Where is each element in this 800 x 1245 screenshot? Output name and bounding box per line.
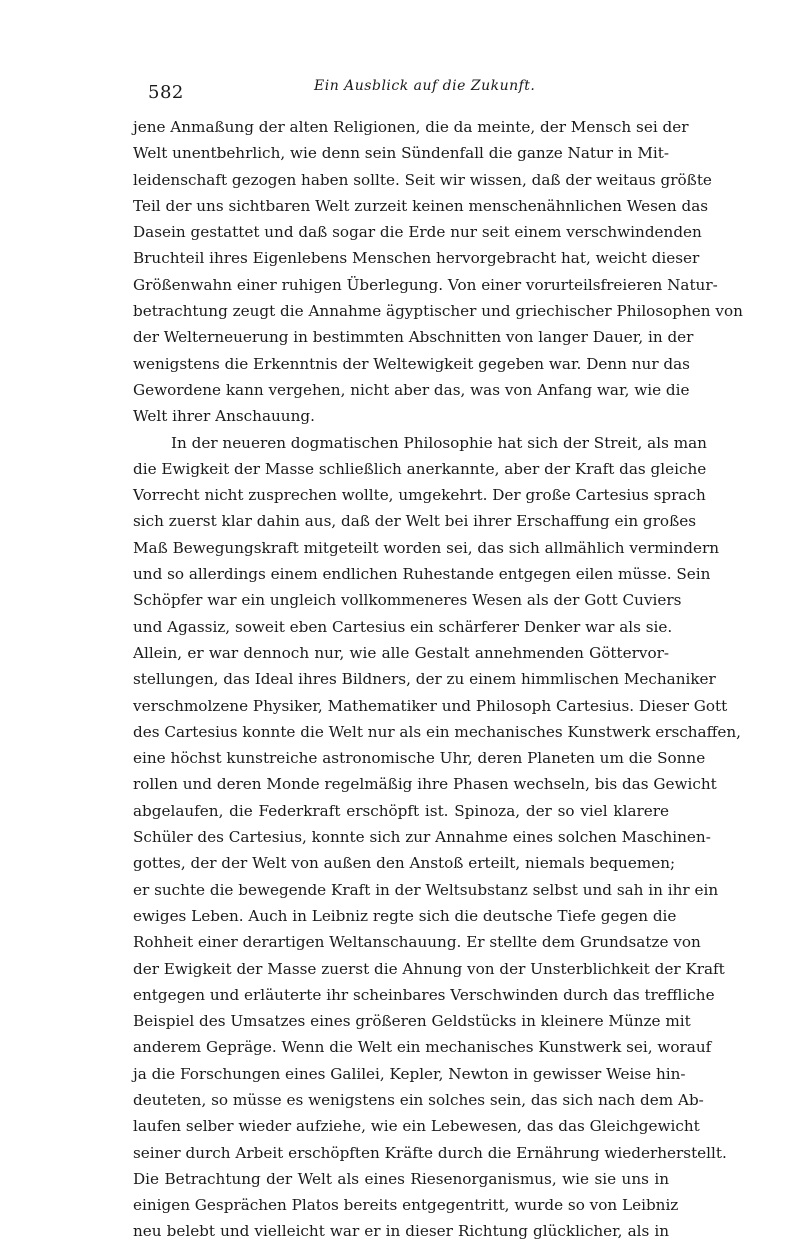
text-line: ewiges Leben. Auch in Leibniz regte sich die deutsche Tiefe gegen die: [133, 906, 677, 925]
text-line: leidenschaft gezogen haben sollte. Seit wir wissen, daß der weitaus größte: [133, 170, 712, 189]
text-line: Schüler des Cartesius, konnte sich zur Annahme eines solchen Maschinen-: [133, 828, 711, 847]
text-line: Dasein gestattet und daß sogar die Erde nur seit einem verschwindenden: [133, 223, 702, 242]
text-line: Welt ihrer Anschauung.: [133, 407, 315, 426]
text-line: die Ewigkeit der Masse schließlich anerkannte, aber der Kraft das gleiche: [133, 459, 707, 478]
page-number: 582: [148, 82, 184, 103]
text-line: sich zuerst klar dahin aus, daß der Welt bei ihrer Erschaffung ein großes: [133, 512, 696, 531]
text-line: In der neueren dogmatischen Philosophie hat sich der Streit, als man: [171, 433, 707, 452]
body-text: [133, 114, 743, 1245]
text-line: gottes, der der Welt von außen den Anstoß erteilt, niemals bequemen;: [133, 854, 676, 873]
text-line: entgegen und erläuterte ihr scheinbares Verschwinden durch das treffliche: [133, 985, 715, 1004]
running-head: Ein Ausblick auf die Zukunft.: [314, 78, 536, 94]
text-line: jene Anmaßung der alten Religionen, die da meinte, der Mensch sei der: [133, 118, 689, 136]
text-line: stellungen, das Ideal ihres Bildners, der zu einem himmlischen Mechaniker: [133, 670, 716, 689]
text-line: rollen und deren Monde regelmäßig ihre Phasen wechseln, bis das Gewicht: [133, 775, 717, 794]
text-line: Vorrecht nicht zusprechen wollte, umgekehrt. Der große Cartesius sprach: [133, 486, 706, 505]
text-line: neu belebt und vielleicht war er in dieser Richtung glücklicher, als in: [133, 1222, 669, 1241]
text-line: seiner durch Arbeit erschöpften Kräfte durch die Ernährung wiederherstellt.: [133, 1143, 727, 1162]
text-line: Größenwahn einer ruhigen Überlegung. Von einer vorurteilsfreieren Natur-: [133, 275, 718, 294]
text-line: Rohheit einer derartigen Weltanschauung. Er stellte dem Grundsatze von: [133, 933, 701, 952]
text-line: ja die Forschungen eines Galilei, Kepler, Newton in gewisser Weise hin-: [133, 1064, 686, 1083]
text-line: laufen selber wieder aufziehe, wie ein Lebewesen, das das Gleichgewicht: [133, 1117, 700, 1136]
text-line: Beispiel des Umsatzes eines größeren Geldstücks in kleinere Münze mit: [133, 1012, 691, 1031]
text-line: abgelaufen, die Federkraft erschöpft ist. Spinoza, der so viel klarere: [133, 801, 669, 820]
text-line: Schöpfer war ein ungleich vollkommeneres Wesen als der Gott Cuviers: [133, 591, 682, 610]
text-line: und so allerdings einem endlichen Ruhestande entgegen eilen müsse. Sein: [133, 565, 711, 584]
text-line: des Cartesius konnte die Welt nur als ein mechanisches Kunstwerk erschaffen,: [133, 722, 742, 741]
text-line: betrachtung zeugt die Annahme ägyptischer und griechischer Philosophen von: [133, 302, 743, 321]
text-line: und Agassiz, soweit eben Cartesius ein schärferer Denker war als sie.: [133, 617, 673, 636]
text-line: Allein, er war dennoch nur, wie alle Gestalt annehmenden Göttervor-: [133, 643, 669, 662]
text-line: der Ewigkeit der Masse zuerst die Ahnung von der Unsterblichkeit der Kraft: [133, 959, 725, 978]
text-line: Maß Bewegungskraft mitgeteilt worden sei, das sich allmählich vermindern: [133, 538, 720, 557]
text-line: der Welterneuerung in bestimmten Abschnitten von langer Dauer, in der: [133, 328, 694, 347]
text-line: Bruchteil ihres Eigenlebens Menschen hervorgebracht hat, weicht dieser: [133, 249, 700, 268]
text-line: wenigstens die Erkenntnis der Weltewigkeit gegeben war. Denn nur das: [133, 354, 690, 373]
text-line: Gewordene kann vergehen, nicht aber das, was von Anfang war, wie die: [133, 380, 690, 399]
text-line: Die Betrachtung der Welt als eines Riesenorganismus, wie sie uns in: [133, 1169, 669, 1188]
page-header: [148, 78, 668, 108]
text-line: Teil der uns sichtbaren Welt zurzeit keinen menschenähnlichen Wesen das: [133, 196, 709, 215]
text-line: Welt unentbehrlich, wie denn sein Sündenfall die ganze Natur in Mit-: [133, 144, 669, 163]
text-line: einigen Gesprächen Platos bereits entgegentritt, wurde so von Leibniz: [133, 1196, 679, 1215]
text-line: deuteten, so müsse es wenigstens ein solches sein, das sich nach dem Ab-: [133, 1090, 704, 1109]
text-line: anderem Gepräge. Wenn die Welt ein mechanisches Kunstwerk sei, worauf: [133, 1038, 712, 1057]
text-line: er suchte die bewegende Kraft in der Weltsubstanz selbst und sah in ihr ein: [133, 880, 719, 899]
text-line: eine höchst kunstreiche astronomische Uhr, deren Planeten um die Sonne: [133, 749, 706, 768]
text-line: verschmolzene Physiker, Mathematiker und Philosoph Cartesius. Dieser Gott: [133, 696, 728, 715]
